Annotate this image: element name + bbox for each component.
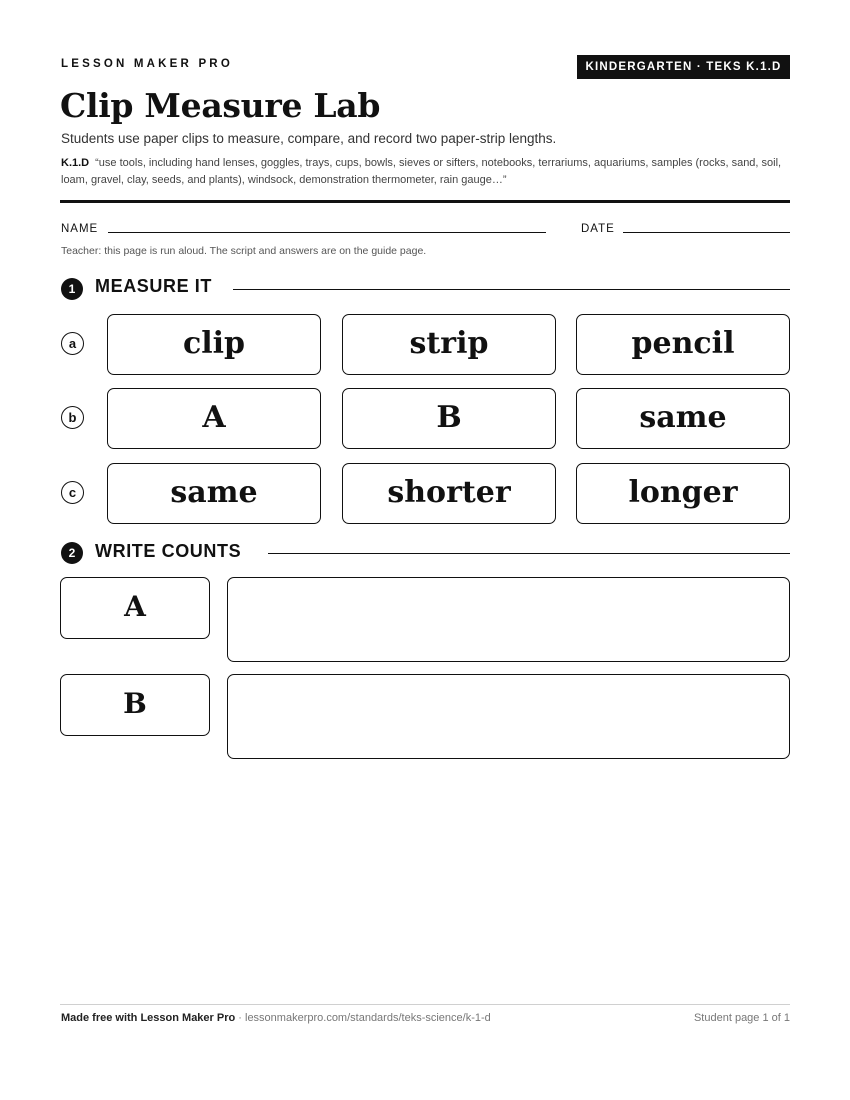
date-field[interactable] xyxy=(623,232,790,233)
name-label: NAME xyxy=(61,223,99,235)
row-letter-b: b xyxy=(61,406,84,429)
brand-name: LESSON MAKER PRO xyxy=(61,58,233,70)
choice-longer[interactable]: longer xyxy=(576,463,790,524)
choice-shorter[interactable]: shorter xyxy=(342,463,556,524)
date-label: DATE xyxy=(581,223,615,235)
name-field[interactable] xyxy=(108,232,546,233)
choice-a[interactable]: A xyxy=(107,388,321,449)
count-label-a: A xyxy=(60,577,210,639)
choice-pencil[interactable]: pencil xyxy=(576,314,790,375)
page-title: Clip Measure Lab xyxy=(60,86,381,125)
count-label-b: B xyxy=(60,674,210,736)
standard-code: K.1.D xyxy=(61,157,90,169)
standard-description xyxy=(61,155,793,189)
section-number-badge: 2 xyxy=(61,542,83,564)
row-letter-c: c xyxy=(61,481,84,504)
count-answer-box-b[interactable] xyxy=(227,674,790,759)
section-divider xyxy=(268,553,790,554)
standard-text: “use tools, including hand lenses, goggles, trays, cups, bowls, sieves or sifters, notebooks, terrariums, aquariums, samples (rocks, sand, soil, loam, gravel, clay, seeds, and plants), windsock, demonstration thermometer, rain gauge…” xyxy=(61,157,782,186)
footer-separator: · xyxy=(235,1012,245,1024)
count-answer-box-a[interactable] xyxy=(227,577,790,662)
section-number-badge: 1 xyxy=(61,278,83,300)
choice-same[interactable]: same xyxy=(107,463,321,524)
header-divider xyxy=(60,200,790,203)
grade-standard-badge: KINDERGARTEN · TEKS K.1.D xyxy=(577,55,790,79)
footer-url[interactable]: lessonmakerpro.com/standards/teks-science/k-1-d xyxy=(245,1012,491,1024)
teacher-note: Teacher: this page is run aloud. The script and answers are on the guide page. xyxy=(61,245,427,257)
choice-strip[interactable]: strip xyxy=(342,314,556,375)
section-title-measure-it: MEASURE IT xyxy=(95,276,213,296)
footer-credit xyxy=(61,1012,491,1024)
section-title-write-counts: WRITE COUNTS xyxy=(95,541,242,561)
page-subtitle: Students use paper clips to measure, compare, and record two paper-strip lengths. xyxy=(61,131,557,146)
footer-made-with: Made free with Lesson Maker Pro xyxy=(61,1012,236,1024)
choice-same[interactable]: same xyxy=(576,388,790,449)
row-letter-a: a xyxy=(61,332,84,355)
choice-b[interactable]: B xyxy=(342,388,556,449)
section-divider xyxy=(233,289,790,290)
page-number: Student page 1 of 1 xyxy=(693,1012,790,1024)
choice-clip[interactable]: clip xyxy=(107,314,321,375)
footer-divider xyxy=(60,1004,790,1005)
